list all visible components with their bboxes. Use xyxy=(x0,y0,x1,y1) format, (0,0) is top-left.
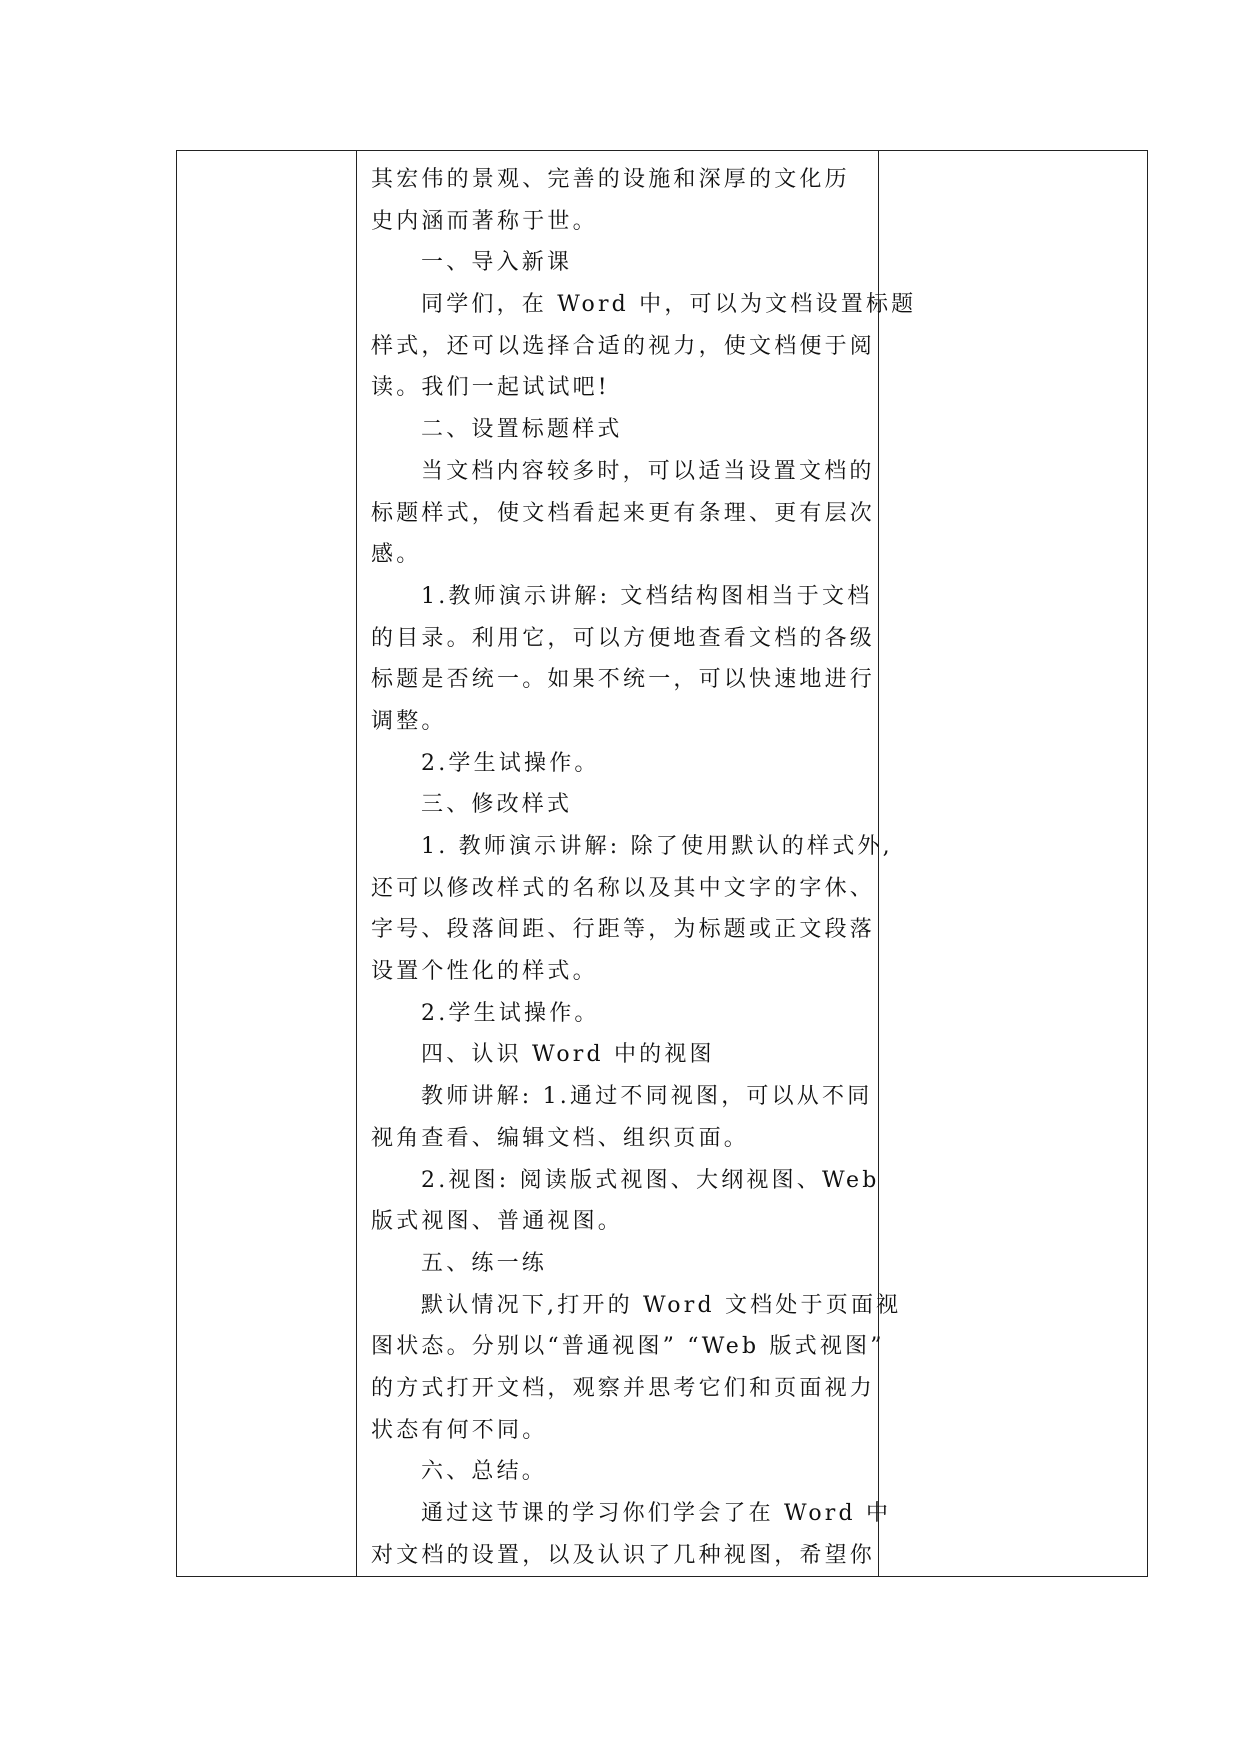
lesson-text xyxy=(357,151,917,1576)
text-line: 教师讲解: 1.通过不同视图，可以从不同 xyxy=(421,1084,873,1110)
text-line: 版式视图、普通视图。 xyxy=(371,1209,624,1235)
text-line: 状态有何不同。 xyxy=(371,1417,548,1443)
text-line: 1.教师演示讲解: 文档结构图相当于文档 xyxy=(421,583,873,609)
text-line: 一、导入新课 xyxy=(421,250,573,276)
text-line: 四、认识 Word 中的视图 xyxy=(421,1042,715,1068)
text-line: 默认情况下,打开的 Word 文档处于页面视 xyxy=(421,1292,902,1318)
text-line: 六、总结。 xyxy=(421,1459,548,1485)
text-line: 感。 xyxy=(371,542,422,568)
text-line: 字号、段落间距、行距等，为标题或正文段落 xyxy=(371,917,876,943)
text-line: 视角查看、编辑文档、组织页面。 xyxy=(371,1125,750,1151)
text-line: 三、修改样式 xyxy=(421,792,573,818)
text-line: 的目录。利用它，可以方便地查看文档的各级 xyxy=(371,625,876,651)
text-line: 对文档的设置，以及认识了几种视图，希望你 xyxy=(371,1542,876,1568)
lesson-table xyxy=(176,150,1148,1577)
content-column-cell xyxy=(357,151,917,1577)
text-line: 调整。 xyxy=(371,708,447,734)
text-line: 的方式打开文档，观察并思考它们和页面视力 xyxy=(371,1375,876,1401)
text-line: 2.学生试操作。 xyxy=(421,1000,600,1026)
text-line: 标题样式，使文档看起来更有条理、更有层次 xyxy=(371,500,876,526)
text-line: 读。我们一起试试吧! xyxy=(371,375,610,401)
right-column-cell xyxy=(879,151,1148,1577)
text-line: 2.视图: 阅读版式视图、大纲视图、Web xyxy=(421,1167,880,1193)
text-line: 五、练一练 xyxy=(421,1250,548,1276)
text-line: 1. 教师演示讲解: 除了使用默认的样式外, xyxy=(421,834,893,859)
text-line: 史内涵而著称于世。 xyxy=(371,208,598,234)
text-line: 样式，还可以选择合适的视力，使文档便于阅 xyxy=(371,333,876,359)
text-line: 2.学生试操作。 xyxy=(421,750,600,776)
text-line: 图状态。分别以“普通视图” “Web 版式视图” xyxy=(371,1334,885,1360)
text-line: 设置个性化的样式。 xyxy=(371,959,598,985)
text-line: 通过这节课的学习你们学会了在 Word 中 xyxy=(421,1501,892,1526)
text-line: 同学们，在 Word 中，可以为文档设置标题 xyxy=(421,292,917,318)
text-line: 还可以修改样式的名称以及其中文字的字休、 xyxy=(371,875,876,901)
text-line: 标题是否统一。如果不统一，可以快速地进行 xyxy=(371,667,876,693)
text-line: 其宏伟的景观、完善的设施和深厚的文化历 xyxy=(371,167,850,192)
table-row xyxy=(177,151,1148,1577)
text-line: 当文档内容较多时，可以适当设置文档的 xyxy=(421,458,875,484)
text-line: 二、设置标题样式 xyxy=(421,417,623,443)
left-column-cell xyxy=(177,151,357,1577)
